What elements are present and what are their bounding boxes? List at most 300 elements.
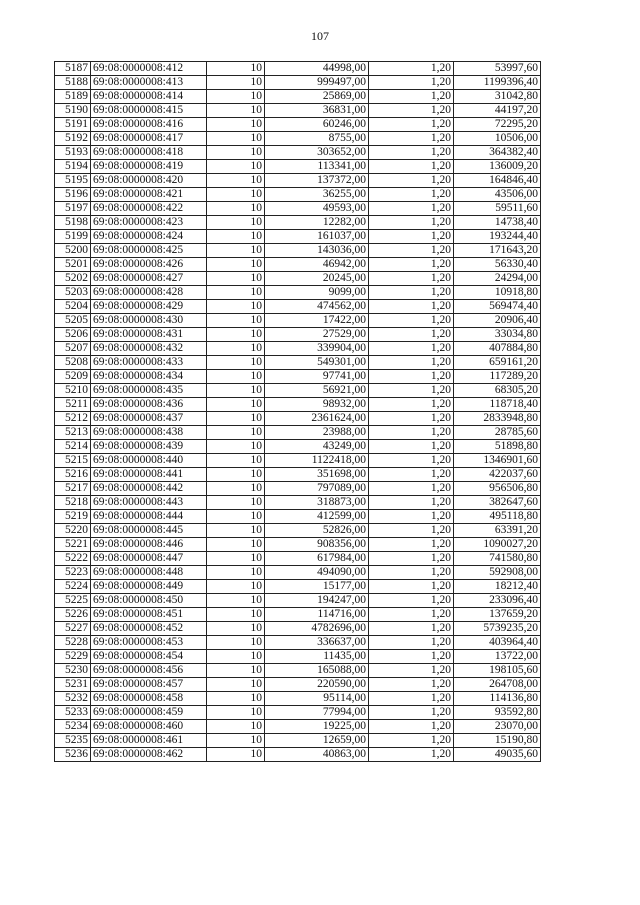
table-row [55, 412, 541, 426]
cadastral-number-cell: 69:08:0000008:445 [91, 524, 207, 538]
table-row [55, 566, 541, 580]
cadastral-number-cell: 69:08:0000008:457 [91, 678, 207, 692]
cadastral-number-cell: 69:08:0000008:421 [91, 188, 207, 202]
cadastral-number-cell: 69:08:0000008:458 [91, 692, 207, 706]
table-row [55, 118, 541, 132]
total-cell: 198105,60 [454, 664, 541, 678]
row-number-cell: 5188 [55, 76, 91, 90]
cadastral-value-cell: 194247,00 [265, 594, 369, 608]
rate-cell: 10 [207, 300, 265, 314]
rate-cell: 10 [207, 734, 265, 748]
row-number-cell: 5220 [55, 524, 91, 538]
cadastral-value-cell: 98932,00 [265, 398, 369, 412]
rate-cell: 10 [207, 412, 265, 426]
cadastral-number-cell: 69:08:0000008:420 [91, 174, 207, 188]
cadastral-number-cell: 69:08:0000008:452 [91, 622, 207, 636]
table-row [55, 244, 541, 258]
row-number-cell: 5212 [55, 412, 91, 426]
row-number-cell: 5189 [55, 90, 91, 104]
row-number-cell: 5208 [55, 356, 91, 370]
coefficient-cell: 1,20 [369, 608, 454, 622]
cadastral-number-cell: 69:08:0000008:438 [91, 426, 207, 440]
total-cell: 114136,80 [454, 692, 541, 706]
table-row [55, 160, 541, 174]
table-row [55, 272, 541, 286]
table-row [55, 286, 541, 300]
cadastral-value-cell: 11435,00 [265, 650, 369, 664]
coefficient-cell: 1,20 [369, 678, 454, 692]
coefficient-cell: 1,20 [369, 440, 454, 454]
coefficient-cell: 1,20 [369, 76, 454, 90]
rate-cell: 10 [207, 426, 265, 440]
total-cell: 422037,60 [454, 468, 541, 482]
table-row [55, 580, 541, 594]
table-row [55, 496, 541, 510]
cadastral-number-cell: 69:08:0000008:439 [91, 440, 207, 454]
rate-cell: 10 [207, 272, 265, 286]
row-number-cell: 5219 [55, 510, 91, 524]
total-cell: 10918,80 [454, 286, 541, 300]
row-number-cell: 5235 [55, 734, 91, 748]
table-row [55, 76, 541, 90]
row-number-cell: 5205 [55, 314, 91, 328]
rate-cell: 10 [207, 356, 265, 370]
rate-cell: 10 [207, 510, 265, 524]
rate-cell: 10 [207, 104, 265, 118]
cadastral-value-cell: 20245,00 [265, 272, 369, 286]
cadastral-value-cell: 617984,00 [265, 552, 369, 566]
rate-cell: 10 [207, 258, 265, 272]
cadastral-number-cell: 69:08:0000008:422 [91, 202, 207, 216]
table-row [55, 608, 541, 622]
total-cell: 13722,00 [454, 650, 541, 664]
cadastral-number-cell: 69:08:0000008:417 [91, 132, 207, 146]
cadastral-value-cell: 56921,00 [265, 384, 369, 398]
cadastral-number-cell: 69:08:0000008:423 [91, 216, 207, 230]
cadastral-value-cell: 137372,00 [265, 174, 369, 188]
total-cell: 137659,20 [454, 608, 541, 622]
table-row [55, 692, 541, 706]
total-cell: 193244,40 [454, 230, 541, 244]
table-row [55, 678, 541, 692]
coefficient-cell: 1,20 [369, 258, 454, 272]
table-row [55, 104, 541, 118]
rate-cell: 10 [207, 580, 265, 594]
rate-cell: 10 [207, 76, 265, 90]
row-number-cell: 5222 [55, 552, 91, 566]
cadastral-number-cell: 69:08:0000008:427 [91, 272, 207, 286]
cadastral-number-cell: 69:08:0000008:456 [91, 664, 207, 678]
rate-cell: 10 [207, 608, 265, 622]
total-cell: 171643,20 [454, 244, 541, 258]
cadastral-number-cell: 69:08:0000008:448 [91, 566, 207, 580]
coefficient-cell: 1,20 [369, 230, 454, 244]
total-cell: 403964,40 [454, 636, 541, 650]
rate-cell: 10 [207, 342, 265, 356]
row-number-cell: 5228 [55, 636, 91, 650]
total-cell: 53997,60 [454, 62, 541, 76]
cadastral-value-cell: 43249,00 [265, 440, 369, 454]
cadastral-number-cell: 69:08:0000008:428 [91, 286, 207, 300]
coefficient-cell: 1,20 [369, 720, 454, 734]
cadastral-number-cell: 69:08:0000008:450 [91, 594, 207, 608]
table-row [55, 258, 541, 272]
rate-cell: 10 [207, 482, 265, 496]
rate-cell: 10 [207, 244, 265, 258]
cadastral-number-cell: 69:08:0000008:429 [91, 300, 207, 314]
coefficient-cell: 1,20 [369, 328, 454, 342]
table-row [55, 748, 541, 762]
rate-cell: 10 [207, 160, 265, 174]
row-number-cell: 5200 [55, 244, 91, 258]
table-row [55, 202, 541, 216]
row-number-cell: 5233 [55, 706, 91, 720]
table-row [55, 384, 541, 398]
row-number-cell: 5213 [55, 426, 91, 440]
row-number-cell: 5229 [55, 650, 91, 664]
coefficient-cell: 1,20 [369, 272, 454, 286]
table-row [55, 230, 541, 244]
row-number-cell: 5209 [55, 370, 91, 384]
cadastral-value-cell: 161037,00 [265, 230, 369, 244]
total-cell: 49035,60 [454, 748, 541, 762]
cadastral-value-cell: 46942,00 [265, 258, 369, 272]
cadastral-number-cell: 69:08:0000008:461 [91, 734, 207, 748]
coefficient-cell: 1,20 [369, 692, 454, 706]
cadastral-number-cell: 69:08:0000008:444 [91, 510, 207, 524]
cadastral-value-cell: 339904,00 [265, 342, 369, 356]
coefficient-cell: 1,20 [369, 580, 454, 594]
total-cell: 31042,80 [454, 90, 541, 104]
cadastral-value-cell: 27529,00 [265, 328, 369, 342]
coefficient-cell: 1,20 [369, 594, 454, 608]
cadastral-number-cell: 69:08:0000008:426 [91, 258, 207, 272]
rate-cell: 10 [207, 384, 265, 398]
table-row [55, 216, 541, 230]
cadastral-value-cell: 336637,00 [265, 636, 369, 650]
rate-cell: 10 [207, 468, 265, 482]
coefficient-cell: 1,20 [369, 342, 454, 356]
coefficient-cell: 1,20 [369, 300, 454, 314]
total-cell: 10506,00 [454, 132, 541, 146]
coefficient-cell: 1,20 [369, 566, 454, 580]
coefficient-cell: 1,20 [369, 146, 454, 160]
rate-cell: 10 [207, 664, 265, 678]
rate-cell: 10 [207, 706, 265, 720]
table-row [55, 706, 541, 720]
rate-cell: 10 [207, 202, 265, 216]
row-number-cell: 5195 [55, 174, 91, 188]
rate-cell: 10 [207, 398, 265, 412]
coefficient-cell: 1,20 [369, 510, 454, 524]
row-number-cell: 5199 [55, 230, 91, 244]
cadastral-value-cell: 908356,00 [265, 538, 369, 552]
rate-cell: 10 [207, 118, 265, 132]
table-row [55, 482, 541, 496]
cadastral-number-cell: 69:08:0000008:443 [91, 496, 207, 510]
coefficient-cell: 1,20 [369, 356, 454, 370]
coefficient-cell: 1,20 [369, 104, 454, 118]
rate-cell: 10 [207, 90, 265, 104]
table-row [55, 440, 541, 454]
row-number-cell: 5194 [55, 160, 91, 174]
cadastral-value-cell: 494090,00 [265, 566, 369, 580]
rate-cell: 10 [207, 216, 265, 230]
cadastral-value-cell: 412599,00 [265, 510, 369, 524]
total-cell: 569474,40 [454, 300, 541, 314]
row-number-cell: 5231 [55, 678, 91, 692]
coefficient-cell: 1,20 [369, 62, 454, 76]
cadastral-value-cell: 77994,00 [265, 706, 369, 720]
table-row [55, 636, 541, 650]
total-cell: 741580,80 [454, 552, 541, 566]
rate-cell: 10 [207, 440, 265, 454]
coefficient-cell: 1,20 [369, 286, 454, 300]
cadastral-number-cell: 69:08:0000008:433 [91, 356, 207, 370]
cadastral-value-cell: 52826,00 [265, 524, 369, 538]
cadastral-number-cell: 69:08:0000008:430 [91, 314, 207, 328]
total-cell: 2833948,80 [454, 412, 541, 426]
total-cell: 56330,40 [454, 258, 541, 272]
total-cell: 592908,00 [454, 566, 541, 580]
total-cell: 33034,80 [454, 328, 541, 342]
cadastral-value-cell: 36831,00 [265, 104, 369, 118]
cadastral-number-cell: 69:08:0000008:441 [91, 468, 207, 482]
cadastral-value-cell: 25869,00 [265, 90, 369, 104]
rate-cell: 10 [207, 328, 265, 342]
rate-cell: 10 [207, 748, 265, 762]
total-cell: 407884,80 [454, 342, 541, 356]
rate-cell: 10 [207, 230, 265, 244]
coefficient-cell: 1,20 [369, 454, 454, 468]
rate-cell: 10 [207, 622, 265, 636]
total-cell: 15190,80 [454, 734, 541, 748]
table-row [55, 468, 541, 482]
cadastral-value-cell: 40863,00 [265, 748, 369, 762]
cadastral-number-cell: 69:08:0000008:418 [91, 146, 207, 160]
cadastral-value-cell: 318873,00 [265, 496, 369, 510]
coefficient-cell: 1,20 [369, 622, 454, 636]
cadastral-value-cell: 999497,00 [265, 76, 369, 90]
coefficient-cell: 1,20 [369, 482, 454, 496]
total-cell: 20906,40 [454, 314, 541, 328]
cadastral-value-cell: 114716,00 [265, 608, 369, 622]
coefficient-cell: 1,20 [369, 552, 454, 566]
rate-cell: 10 [207, 454, 265, 468]
rate-cell: 10 [207, 286, 265, 300]
rate-cell: 10 [207, 538, 265, 552]
cadastral-value-cell: 12282,00 [265, 216, 369, 230]
total-cell: 495118,80 [454, 510, 541, 524]
cadastral-value-cell: 303652,00 [265, 146, 369, 160]
cadastral-value-cell: 165088,00 [265, 664, 369, 678]
rate-cell: 10 [207, 370, 265, 384]
table-row [55, 314, 541, 328]
table-row [55, 454, 541, 468]
cadastral-number-cell: 69:08:0000008:419 [91, 160, 207, 174]
coefficient-cell: 1,20 [369, 174, 454, 188]
row-number-cell: 5211 [55, 398, 91, 412]
rate-cell: 10 [207, 650, 265, 664]
table-row [55, 650, 541, 664]
coefficient-cell: 1,20 [369, 636, 454, 650]
cadastral-number-cell: 69:08:0000008:437 [91, 412, 207, 426]
total-cell: 28785,60 [454, 426, 541, 440]
total-cell: 1199396,40 [454, 76, 541, 90]
coefficient-cell: 1,20 [369, 748, 454, 762]
cadastral-value-cell: 143036,00 [265, 244, 369, 258]
cadastral-value-cell: 549301,00 [265, 356, 369, 370]
coefficient-cell: 1,20 [369, 734, 454, 748]
row-number-cell: 5215 [55, 454, 91, 468]
cadastral-value-cell: 474562,00 [265, 300, 369, 314]
rate-cell: 10 [207, 146, 265, 160]
total-cell: 233096,40 [454, 594, 541, 608]
cadastral-number-cell: 69:08:0000008:447 [91, 552, 207, 566]
table-row [55, 90, 541, 104]
table-row [55, 398, 541, 412]
coefficient-cell: 1,20 [369, 538, 454, 552]
cadastral-value-cell: 95114,00 [265, 692, 369, 706]
coefficient-cell: 1,20 [369, 244, 454, 258]
row-number-cell: 5232 [55, 692, 91, 706]
cadastral-value-cell: 2361624,00 [265, 412, 369, 426]
row-number-cell: 5197 [55, 202, 91, 216]
cadastral-number-cell: 69:08:0000008:432 [91, 342, 207, 356]
cadastral-number-cell: 69:08:0000008:446 [91, 538, 207, 552]
total-cell: 44197,20 [454, 104, 541, 118]
coefficient-cell: 1,20 [369, 706, 454, 720]
total-cell: 24294,00 [454, 272, 541, 286]
coefficient-cell: 1,20 [369, 524, 454, 538]
row-number-cell: 5221 [55, 538, 91, 552]
cadastral-value-cell: 1122418,00 [265, 454, 369, 468]
coefficient-cell: 1,20 [369, 216, 454, 230]
cadastral-value-cell: 8755,00 [265, 132, 369, 146]
cadastral-value-cell: 60246,00 [265, 118, 369, 132]
row-number-cell: 5224 [55, 580, 91, 594]
cadastral-number-cell: 69:08:0000008:416 [91, 118, 207, 132]
total-cell: 51898,80 [454, 440, 541, 454]
row-number-cell: 5218 [55, 496, 91, 510]
coefficient-cell: 1,20 [369, 118, 454, 132]
coefficient-cell: 1,20 [369, 370, 454, 384]
cadastral-number-cell: 69:08:0000008:434 [91, 370, 207, 384]
coefficient-cell: 1,20 [369, 132, 454, 146]
row-number-cell: 5227 [55, 622, 91, 636]
cadastral-number-cell: 69:08:0000008:462 [91, 748, 207, 762]
total-cell: 164846,40 [454, 174, 541, 188]
table-row [55, 370, 541, 384]
coefficient-cell: 1,20 [369, 202, 454, 216]
total-cell: 659161,20 [454, 356, 541, 370]
total-cell: 264708,00 [454, 678, 541, 692]
row-number-cell: 5210 [55, 384, 91, 398]
coefficient-cell: 1,20 [369, 426, 454, 440]
table-row [55, 300, 541, 314]
row-number-cell: 5236 [55, 748, 91, 762]
table-row [55, 664, 541, 678]
table-row [55, 734, 541, 748]
total-cell: 118718,40 [454, 398, 541, 412]
cadastral-value-cell: 44998,00 [265, 62, 369, 76]
total-cell: 1090027,20 [454, 538, 541, 552]
coefficient-cell: 1,20 [369, 90, 454, 104]
row-number-cell: 5226 [55, 608, 91, 622]
cadastral-number-cell: 69:08:0000008:424 [91, 230, 207, 244]
cadastral-number-cell: 69:08:0000008:431 [91, 328, 207, 342]
table-row [55, 552, 541, 566]
row-number-cell: 5214 [55, 440, 91, 454]
rate-cell: 10 [207, 720, 265, 734]
table-row [55, 594, 541, 608]
cadastral-value-cell: 12659,00 [265, 734, 369, 748]
cadastral-value-cell: 19225,00 [265, 720, 369, 734]
row-number-cell: 5201 [55, 258, 91, 272]
cadastral-value-cell: 220590,00 [265, 678, 369, 692]
total-cell: 93592,80 [454, 706, 541, 720]
cadastral-value-cell: 36255,00 [265, 188, 369, 202]
table-body [55, 62, 541, 762]
cadastral-value-cell: 797089,00 [265, 482, 369, 496]
cadastral-value-cell: 9099,00 [265, 286, 369, 300]
cadastral-value-cell: 49593,00 [265, 202, 369, 216]
rate-cell: 10 [207, 678, 265, 692]
total-cell: 956506,80 [454, 482, 541, 496]
total-cell: 59511,60 [454, 202, 541, 216]
row-number-cell: 5190 [55, 104, 91, 118]
coefficient-cell: 1,20 [369, 188, 454, 202]
row-number-cell: 5198 [55, 216, 91, 230]
cadastral-number-cell: 69:08:0000008:435 [91, 384, 207, 398]
page-number: 107 [311, 29, 329, 43]
cadastral-value-cell: 15177,00 [265, 580, 369, 594]
coefficient-cell: 1,20 [369, 384, 454, 398]
row-number-cell: 5225 [55, 594, 91, 608]
rate-cell: 10 [207, 62, 265, 76]
rate-cell: 10 [207, 566, 265, 580]
coefficient-cell: 1,20 [369, 664, 454, 678]
cadastral-value-cell: 351698,00 [265, 468, 369, 482]
coefficient-cell: 1,20 [369, 412, 454, 426]
table-row [55, 426, 541, 440]
cadastral-number-cell: 69:08:0000008:414 [91, 90, 207, 104]
cadastral-number-cell: 69:08:0000008:453 [91, 636, 207, 650]
rate-cell: 10 [207, 132, 265, 146]
coefficient-cell: 1,20 [369, 468, 454, 482]
cadastral-value-cell: 17422,00 [265, 314, 369, 328]
table-row [55, 538, 541, 552]
rate-cell: 10 [207, 636, 265, 650]
cadastral-number-cell: 69:08:0000008:415 [91, 104, 207, 118]
total-cell: 136009,20 [454, 160, 541, 174]
table-row [55, 720, 541, 734]
cadastral-number-cell: 69:08:0000008:442 [91, 482, 207, 496]
coefficient-cell: 1,20 [369, 496, 454, 510]
row-number-cell: 5223 [55, 566, 91, 580]
row-number-cell: 5202 [55, 272, 91, 286]
row-number-cell: 5192 [55, 132, 91, 146]
row-number-cell: 5187 [55, 62, 91, 76]
row-number-cell: 5193 [55, 146, 91, 160]
rate-cell: 10 [207, 594, 265, 608]
total-cell: 18212,40 [454, 580, 541, 594]
cadastral-number-cell: 69:08:0000008:460 [91, 720, 207, 734]
table-row [55, 622, 541, 636]
rate-cell: 10 [207, 692, 265, 706]
total-cell: 68305,20 [454, 384, 541, 398]
cadastral-number-cell: 69:08:0000008:459 [91, 706, 207, 720]
